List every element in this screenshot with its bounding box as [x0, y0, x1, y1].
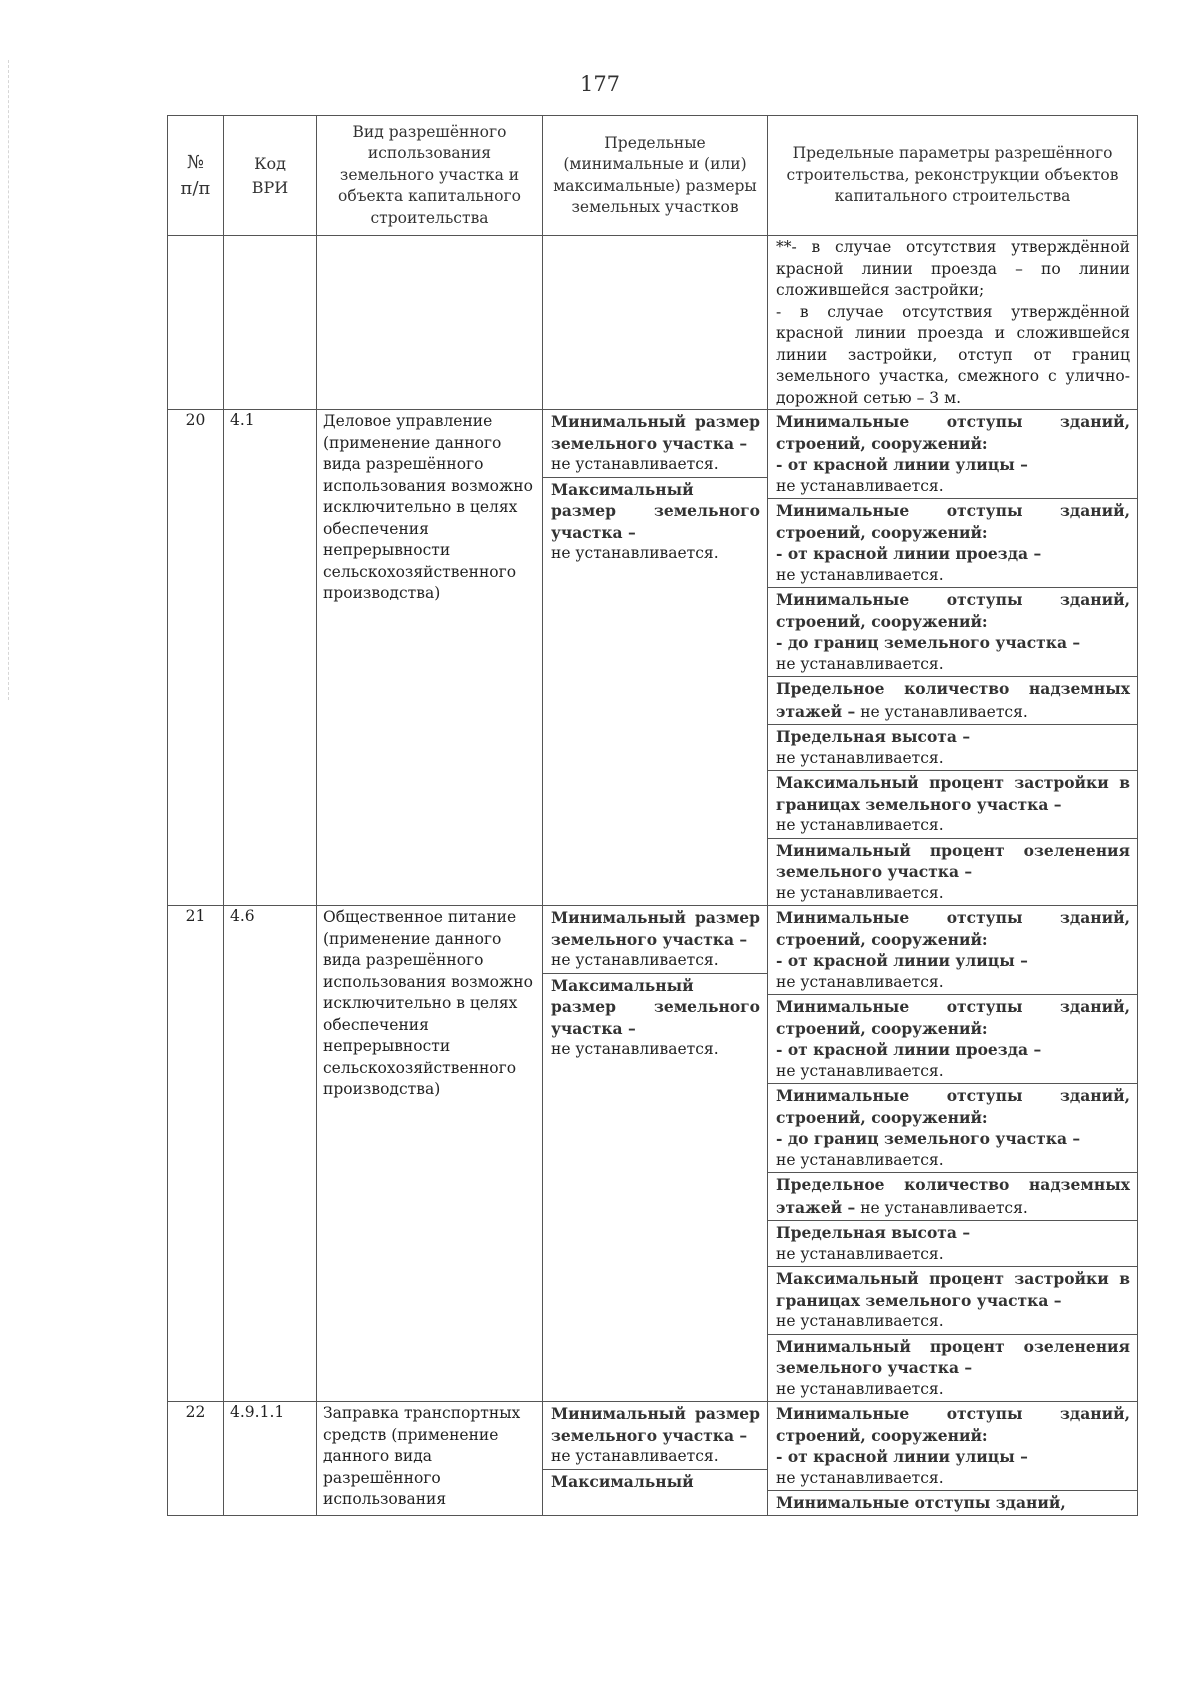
continuation-note-1: **- в случае отсутствия утверждённой красной линии проезда – по линии сложившейся застройки; — [776, 238, 1130, 299]
param-title: Минимальные отступы зданий, строений, сооружений: — [776, 501, 1130, 542]
max-size-cell — [543, 974, 767, 1062]
row-params — [768, 906, 1138, 1402]
param-title: Минимальные отступы зданий, строений, сооружений: — [776, 997, 1130, 1038]
param-title: Минимальные отступы зданий, строений, сооружений: — [776, 412, 1130, 453]
min-size-title: Минимальный размер земельного участка – — [551, 908, 760, 949]
header-code: Код ВРИ — [224, 116, 317, 236]
param-setback-street — [768, 906, 1137, 995]
param-title: Минимальные отступы зданий, строений, сооружений: — [776, 1404, 1130, 1445]
param-greening — [768, 839, 1137, 906]
row-code: 4.1 — [224, 410, 317, 906]
param-title: Максимальный процент застройки в границах земельного участка – — [776, 773, 1130, 814]
param-height — [768, 1221, 1137, 1267]
param-line: - от красной линии проезда – — [776, 544, 1042, 563]
row-use: Общественное питание (применение данного вида разрешённого использования возможно исключительно в целях обеспечения непрерывности сельскохозяйственного производства) — [317, 906, 543, 1402]
regulations-table — [167, 115, 1138, 1516]
param-line: - от красной линии улицы – — [776, 1447, 1028, 1466]
param-title: Предельная высота – — [776, 1223, 971, 1242]
min-size-title: Минимальный размер земельного участка – — [551, 412, 760, 453]
param-line: - от красной линии улицы – — [776, 455, 1028, 474]
param-coverage — [768, 771, 1137, 839]
param-value: не устанавливается. — [860, 702, 1028, 721]
table-row — [168, 906, 1138, 1402]
header-use: Вид разрешённого использования земельного участка и объекта капитального строительства — [317, 116, 543, 236]
table-header-row — [168, 116, 1138, 236]
page-number: 177 — [579, 72, 621, 96]
param-value: не устанавливается. — [776, 654, 944, 673]
param-floors — [768, 1173, 1137, 1221]
min-size-cell — [543, 1402, 767, 1470]
table-row-continuation — [168, 236, 1138, 410]
row-params — [768, 410, 1138, 906]
param-title: Предельное количество надземных этажей – — [776, 1175, 1130, 1217]
min-size-title: Минимальный размер земельного участка – — [551, 1404, 760, 1445]
param-value: не устанавливается. — [860, 1198, 1028, 1217]
min-size-value: не устанавливается. — [551, 455, 719, 473]
param-value: не устанавливается. — [776, 1468, 944, 1487]
param-value: не устанавливается. — [776, 1061, 944, 1080]
param-line: - до границ земельного участка – — [776, 633, 1081, 652]
max-size-value: не устанавливается. — [551, 1040, 719, 1058]
param-greening — [768, 1335, 1137, 1402]
row-sizes — [543, 1402, 768, 1516]
row-use — [317, 1402, 543, 1516]
scan-margin-marks — [8, 60, 11, 700]
param-line: - до границ земельного участка – — [776, 1129, 1081, 1148]
param-value: не устанавливается. — [776, 1312, 944, 1330]
param-value: не устанавливается. — [776, 565, 944, 584]
param-title: Предельное количество надземных этажей – — [776, 679, 1130, 721]
row-number: 22 — [168, 1402, 224, 1516]
param-value: не устанавливается. — [776, 816, 944, 834]
param-title: Максимальный процент застройки в границах земельного участка – — [776, 1269, 1130, 1310]
param-setback-driveway — [768, 995, 1137, 1084]
max-size-value: не устанавливается. — [551, 544, 719, 562]
row-use-text: Заправка транспортных средств (применение данного вида разрешённого использования — [323, 1404, 521, 1508]
param-title: Минимальные отступы зданий, строений, сооружений: — [776, 590, 1130, 631]
row-code: 4.6 — [224, 906, 317, 1402]
continuation-params — [768, 236, 1138, 410]
header-sizes: Предельные (минимальные и (или) максимальные) размеры земельных участков — [543, 116, 768, 236]
row-sizes — [543, 410, 768, 906]
param-title: Минимальные отступы зданий, — [776, 1493, 1066, 1512]
param-setback-boundary — [768, 1084, 1137, 1173]
param-title: Минимальный процент озеленения земельного участка – — [776, 840, 1130, 881]
param-coverage — [768, 1267, 1137, 1335]
min-size-cell — [543, 906, 767, 974]
max-size-title: Максимальный размер земельного участка – — [551, 479, 760, 542]
row-sizes — [543, 906, 768, 1402]
min-size-value: не устанавливается. — [551, 951, 719, 969]
param-title: Минимальные отступы зданий, строений, сооружений: — [776, 908, 1130, 949]
max-size-cell — [543, 478, 767, 566]
param-value: не устанавливается. — [776, 1379, 944, 1398]
param-setback-driveway — [768, 1491, 1137, 1515]
param-title: Предельная высота – — [776, 727, 971, 746]
param-title: Минимальный процент озеленения земельного участка – — [776, 1336, 1130, 1377]
param-value: не устанавливается. — [776, 972, 944, 991]
min-size-value: не устанавливается. — [551, 1447, 719, 1465]
param-setback-driveway — [768, 499, 1137, 588]
continuation-note-2: - в случае отсутствия утверждённой красной линии проезда и сложившейся линии застройки, отступ от границ земельного участка, смежного с улично-дорожной сетью – 3 м. — [776, 302, 1130, 407]
param-value: не устанавливается. — [776, 476, 944, 495]
param-value: не устанавливается. — [776, 1150, 944, 1169]
row-number: 20 — [168, 410, 224, 906]
param-floors — [768, 677, 1137, 725]
max-size-title: Максимальный размер земельного участка – — [551, 975, 760, 1038]
max-size-title: Максимальный — [551, 1471, 694, 1491]
header-params: Предельные параметры разрешённого строительства, реконструкции объектов капитального строительства — [768, 116, 1138, 236]
param-line: - от красной линии проезда – — [776, 1040, 1042, 1059]
param-setback-street — [768, 1402, 1137, 1491]
param-value: не устанавливается. — [776, 748, 944, 767]
row-use: Деловое управление (применение данного вида разрешённого использования возможно исключительно в целях обеспечения непрерывности сельскохозяйственного производства) — [317, 410, 543, 906]
param-setback-street — [768, 410, 1137, 499]
param-value: не устанавливается. — [776, 883, 944, 902]
min-size-cell — [543, 410, 767, 478]
param-height — [768, 725, 1137, 771]
param-title: Минимальные отступы зданий, строений, сооружений: — [776, 1086, 1130, 1127]
param-setback-boundary — [768, 588, 1137, 677]
row-params — [768, 1402, 1138, 1516]
table-row — [168, 1402, 1138, 1516]
row-code: 4.9.1.1 — [224, 1402, 317, 1516]
param-line: - от красной линии улицы – — [776, 951, 1028, 970]
header-num: № п/п — [168, 116, 224, 236]
row-number: 21 — [168, 906, 224, 1402]
max-size-cell — [543, 1470, 767, 1494]
table-row — [168, 410, 1138, 906]
param-value: не устанавливается. — [776, 1244, 944, 1263]
